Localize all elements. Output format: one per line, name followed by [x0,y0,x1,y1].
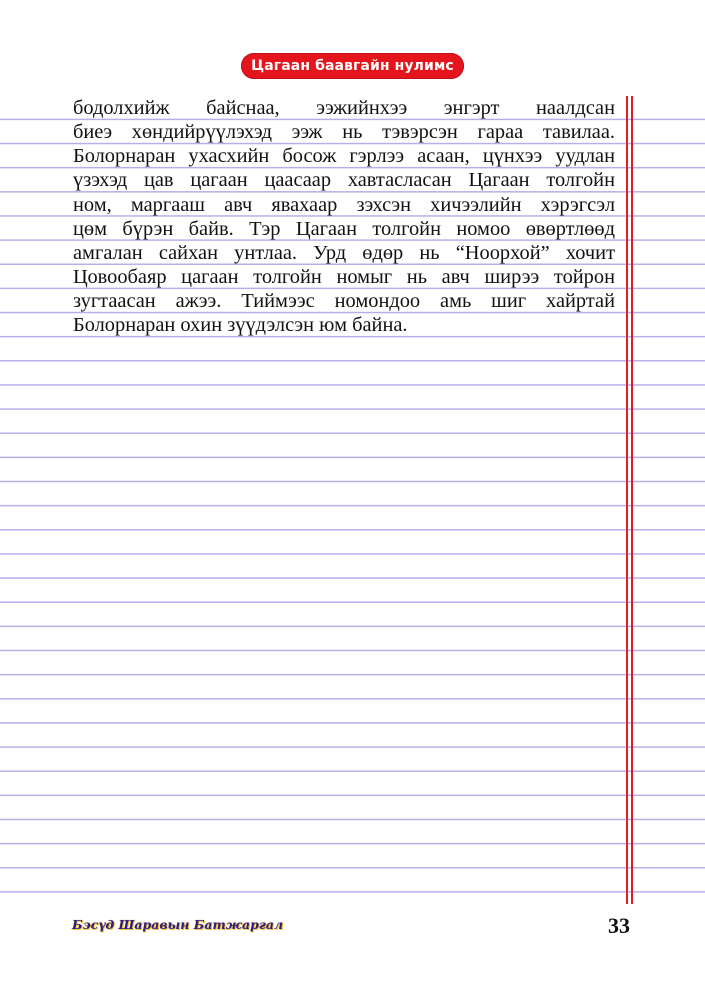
text-line: цөм бүрэн байв. Тэр Цагаан толгойн номоо өвөртлөөд [73,217,615,240]
text-line-last: Болорнаран охин зүүдэлсэн юм байна. [73,314,408,337]
bottom-margin [0,893,705,1000]
text-line: зугтаасан ажээ. Тиймээс номондоо амь шиг хайртай [73,290,615,313]
text-line: бодолхийж байснаа, ээжийнхээ энгэрт наалдсан [73,97,615,119]
text-line: үзэхэд цав цагаан цаасаар хавтасласан Цагаан толгойн [73,169,615,192]
margin-line-left [626,96,628,904]
text-line: Цовообаяр цагаан толгойн номыг нь авч ширээ тойрон [73,265,615,288]
chapter-title: Цагаан баавгайн нулимс [251,58,454,74]
text-line: ном, маргааш авч явахаар зэхсэн хичээлийн хэрэгсэл [73,193,615,216]
top-margin [0,0,705,96]
text-line: биеэ хөндийрүүлэхэд ээж нь тэвэрсэн гараа тавилаа. [73,121,615,144]
author-name: Бэсүд Шаравын Батжаргал [72,917,284,932]
text-line: Болорнаран ухасхийн босож гэрлээ асаан, цүнхээ уудлан [73,145,615,168]
margin-line-right [631,96,633,904]
story-text [73,96,615,337]
page-number: 33 [608,913,630,938]
text-line: амгалан сайхан унтлаа. Урд өдөр нь “Ноорхой” хочит [73,241,615,264]
chapter-title-banner [241,53,464,79]
